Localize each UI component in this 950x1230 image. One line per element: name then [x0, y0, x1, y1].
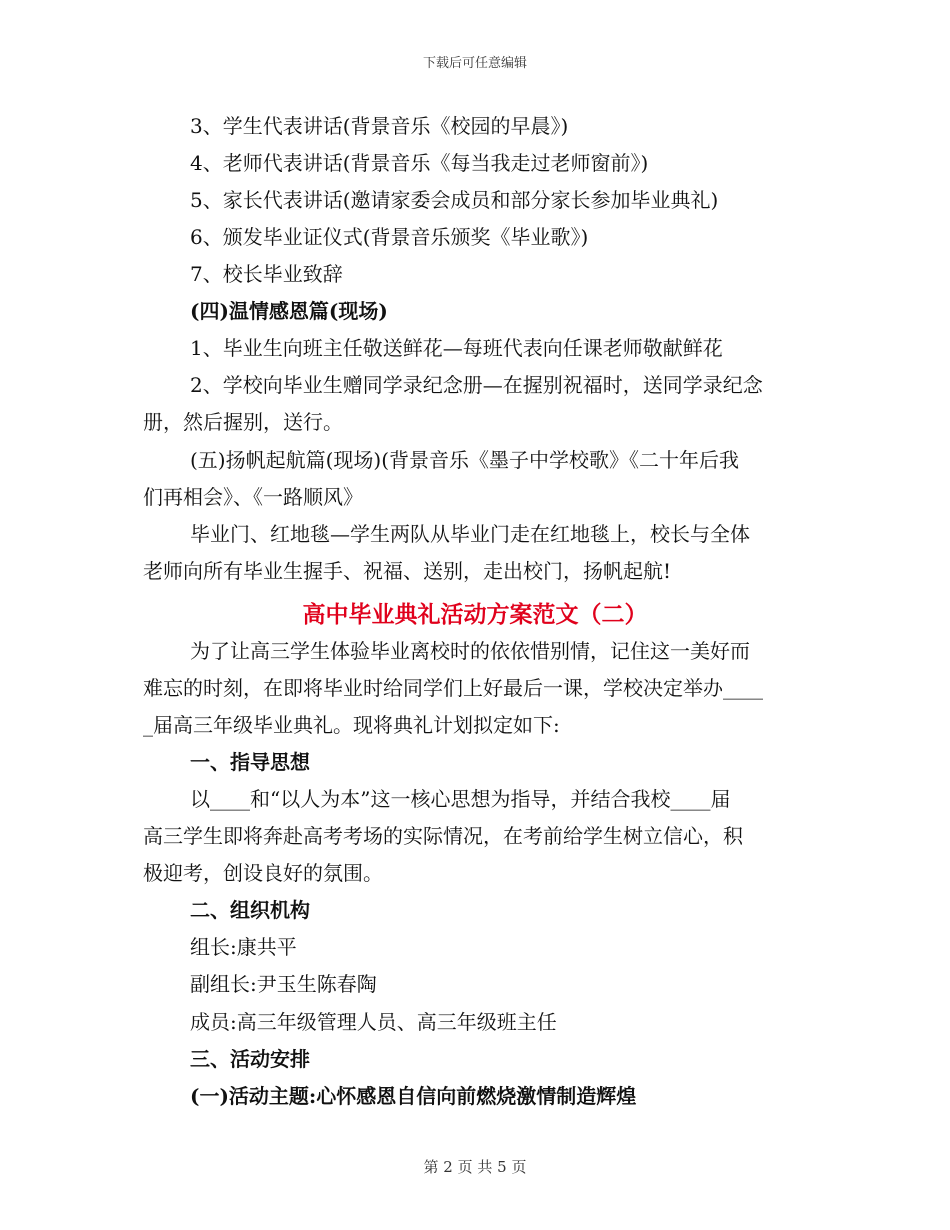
list-item: 7、校长毕业致辞	[190, 262, 343, 286]
subsection-heading: (一)活动主题:心怀感恩自信向前燃烧激情制造辉煌	[190, 1084, 637, 1108]
list-item: 2、学校向毕业生赠同学录纪念册—在握别祝福时，送同学录纪念	[190, 373, 763, 397]
paragraph-line: 极迎考，创设良好的氛围。	[143, 861, 383, 885]
paragraph-line: _届高三年级毕业典礼。现将典礼计划拟定如下:	[143, 713, 560, 737]
paragraph-line: 高三学生即将奔赴高考考场的实际情况，在考前给学生树立信心，积	[143, 824, 743, 848]
subsection-heading: 二、组织机构	[190, 898, 310, 922]
list-item: 5、家长代表讲话(邀请家委会成员和部分家长参加毕业典礼)	[190, 188, 719, 212]
list-item: 3、学生代表讲话(背景音乐《校园的早晨》)	[190, 114, 569, 138]
list-item: 副组长:尹玉生陈春陶	[190, 972, 377, 996]
list-item: 组长:康共平	[190, 935, 297, 959]
list-item: 1、毕业生向班主任敬送鲜花—每班代表向任课老师敬献鲜花	[190, 336, 723, 360]
subsection-heading: 一、指导思想	[190, 750, 310, 774]
subsection-heading: 三、活动安排	[190, 1047, 310, 1071]
paragraph-line: 难忘的时刻，在即将毕业时给同学们上好最后一课，学校决定举办____	[143, 676, 763, 700]
paragraph-line: 以____和“以人为本”这一核心思想为指导，并结合我校____届	[190, 787, 731, 811]
list-item: 成员:高三年级管理人员、高三年级班主任	[190, 1010, 557, 1034]
page-footer: 第 2 页 共 5 页	[423, 1158, 527, 1176]
page-header: 下载后可任意编辑	[422, 56, 527, 71]
paragraph-line: 册，然后握别，送行。	[143, 410, 343, 434]
subsection-heading: (四)温情感恩篇(现场)	[190, 299, 388, 323]
list-item: 4、老师代表讲话(背景音乐《每当我走过老师窗前》)	[190, 151, 649, 175]
subsection-heading: (五)扬帆起航篇(现场)(背景音乐《墨子中学校歌》《二十年后我	[190, 448, 740, 472]
list-item: 6、颁发毕业证仪式(背景音乐颁奖《毕业歌》)	[190, 225, 589, 249]
paragraph-line: 为了让高三学生体验毕业离校时的依依惜别情，记住这一美好而	[190, 639, 750, 663]
paragraph-line: 老师向所有毕业生握手、祝福、送别，走出校门，扬帆起航!	[143, 559, 672, 583]
paragraph-line: 毕业门、红地毯—学生两队从毕业门走在红地毯上，校长与全体	[190, 522, 750, 546]
section-title: 高中毕业典礼活动方案范文（二）	[302, 601, 648, 628]
paragraph-line: 们再相会》、《一路顺风》	[143, 485, 363, 509]
